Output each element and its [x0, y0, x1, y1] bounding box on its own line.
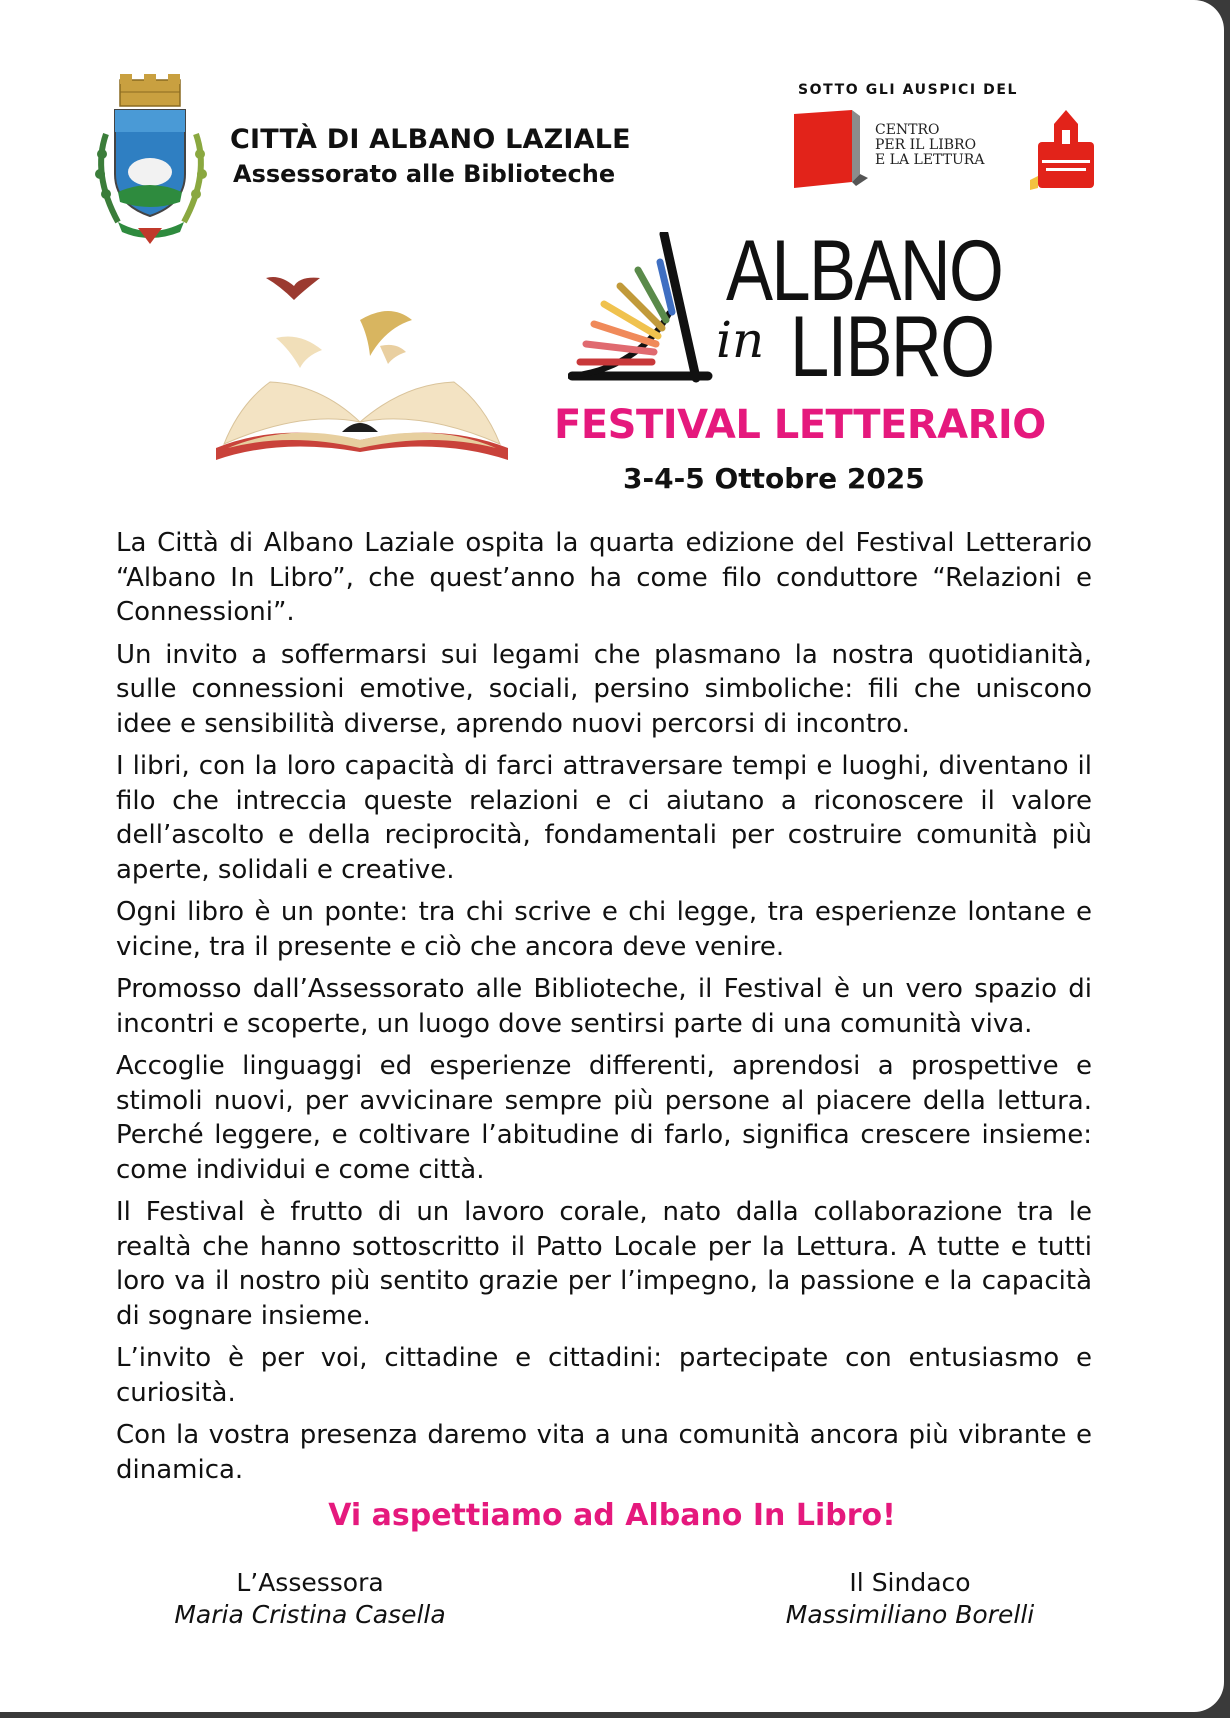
signature-sindaco — [700, 1567, 1120, 1631]
signature-role: Il Sindaco — [849, 1568, 971, 1597]
paragraph: I libri, con la loro capacità di farci attraversare tempi e luoghi, diventano il filo che intreccia queste relazioni e ci aiutano a riconoscere il valore dell’ascolto e della reciprocità, fondamentali per costruire comunità più aperte, solidali e creative. — [116, 751, 1092, 885]
paragraph: Il Festival è frutto di un lavoro corale, nato dalla collaborazione tra le realtà che hanno sottoscritto il Patto Locale per la Lettura. A tutte e tutti loro va il nostro più sentito grazie per l’impegno, la passione e la capacità di sognare insieme. — [116, 1197, 1092, 1331]
paragraph: L’invito è per voi, cittadine e cittadini: partecipate con entusiasmo e curiosità. — [116, 1343, 1092, 1408]
festival-title: FESTIVAL LETTERARIO — [554, 402, 1046, 448]
paragraph: Promosso dall’Assessorato alle Biblioteche, il Festival è un vero spazio di incontri e scoperte, un luogo dove sentirsi parte di una comunità viva. — [116, 974, 1092, 1039]
open-book-illustration — [210, 272, 514, 464]
logo-word-in: in — [716, 311, 765, 369]
citta-che-legge-icon — [1028, 108, 1102, 192]
signature-name: Massimiliano Borelli — [785, 1600, 1035, 1629]
partner-name — [875, 123, 1015, 168]
paragraph: La Città di Albano Laziale ospita la quarta edizione del Festival Letterario “Albano In Libro”, che quest’anno ha come filo conduttore “Relazioni e Connessioni”. — [116, 528, 1092, 627]
paragraph: Accoglie linguaggi ed esperienze differenti, aprendosi a prospettive e stimoli nuovi, per avvicinare sempre più persone al piacere della lettura. Perché leggere, e coltivare l’abitudine di farlo, significa crescere insieme: come individui e come città. — [116, 1051, 1092, 1185]
signature-name: Maria Cristina Casella — [174, 1600, 446, 1629]
signature-assessora — [100, 1567, 520, 1631]
paragraph: Un invito a soffermarsi sui legami che plasmano la nostra quotidianità, sulle connessioni emotive, sociali, persino simboliche: fili che uniscono idee e sensibilità diverse, aprendo nuovi percorsi di incontro. — [116, 639, 1092, 739]
city-name: CITTÀ DI ALBANO LAZIALE — [230, 124, 631, 155]
closing-line: Vi aspettiamo ad Albano In Libro! — [328, 1498, 896, 1533]
partner-line: CENTRO — [875, 122, 940, 138]
logo-word-libro: LIBRO — [790, 299, 994, 395]
department-name: Assessorato alle Biblioteche — [233, 160, 616, 188]
auspices-label: SOTTO GLI AUSPICI DEL — [798, 82, 1019, 98]
coat-of-arms-icon — [88, 74, 218, 244]
body-text — [116, 526, 1092, 1495]
festival-dates: 3-4-5 Ottobre 2025 — [623, 462, 925, 495]
logo-word-albano: ALBANO — [726, 223, 1003, 319]
cepell-logo-icon — [790, 108, 880, 190]
paragraph: Ogni libro è un ponte: tra chi scrive e chi legge, tra esperienze lontane e vicine, tra il presente e ciò che ancora deve venire. — [116, 897, 1092, 962]
partner-line: PER IL LIBRO — [875, 137, 977, 153]
signature-role: L’Assessora — [236, 1568, 384, 1597]
partner-line: E LA LETTURA — [875, 152, 985, 168]
paragraph: Con la vostra presenza daremo vita a una comunità ancora più vibrante e dinamica. — [116, 1420, 1092, 1485]
